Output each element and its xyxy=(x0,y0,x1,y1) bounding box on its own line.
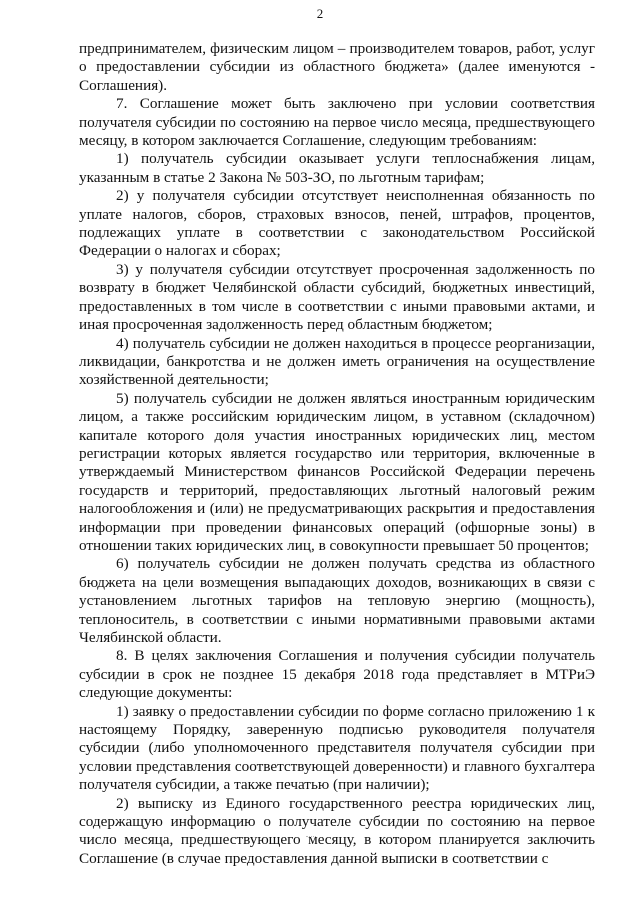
paragraph-requirement-4: 4) получатель субсидии не должен находиться в процессе реорганизации, ликвидации, банкротства и не должен иметь ограничения на осуществление хозяйственной деятельности; xyxy=(79,334,595,389)
paragraph-document-2: 2) выписку из Единого государственного реестра юридических лиц, содержащую информацию о получателе субсидии по состоянию на первое число месяца, предшествующего месяцу, в котором планируется заключить Соглашение (в случае предоставления данной выписки в соответствии с xyxy=(79,794,595,867)
page-number: 2 xyxy=(316,6,324,21)
paragraph-document-1: 1) заявку о предоставлении субсидии по форме согласно приложению 1 к настоящему Порядку, заверенную подписью руководителя получателя субсидии (либо уполномоченного представителя получателя субсидии при условии представления соответствующей доверенности) и главного бухгалтера получателя субсидии, а также печатью (при наличии); xyxy=(79,702,595,794)
scan-artifact xyxy=(306,836,316,841)
paragraph-clause-7: 7. Соглашение может быть заключено при условии соответствия получателя субсидии по состоянию на первое число месяца, предшествующего месяцу, в котором заключается Соглашение, следующим требованиям: xyxy=(79,95,595,150)
paragraph-continuation: предпринимателем, физическим лицом – производителем товаров, работ, услуг о предоставлении субсидии из областного бюджета» (далее именуются - Соглашения). xyxy=(79,40,595,94)
paragraph-clause-8: 8. В целях заключения Соглашения и получения субсидии получатель субсидии в срок не позднее 15 декабря 2018 года представляет в МТРиЭ следующие документы: xyxy=(79,647,595,702)
paragraph-requirement-6: 6) получатель субсидии не должен получать средства из областного бюджета на цели возмещения выпадающих доходов, возникающих в связи с установлением льготных тарифов на тепловую энергию (мощность), теплоноситель, в соответствии с иными нормативными правовыми актами Челябинской области. xyxy=(79,555,595,646)
paragraph-requirement-1: 1) получатель субсидии оказывает услуги теплоснабжения лицам, указанным в статье 2 Закона № 503-ЗО, по льготным тарифам; xyxy=(79,150,595,186)
paragraph-requirement-5: 5) получатель субсидии не должен являться иностранным юридическим лицом, а также российским юридическим лицом, в уставном (складочном) капитале которого доля участия иностранных юридических лиц, местом регистрации которых является государство или территория, включенные в утверждаемый Министерством финансов Российской Федерации перечень государств и территорий, предоставляющих льготный налоговый режим налогообложения и (или) не предусматривающих раскрытия и предоставления информации при проведении финансовых операций (офшорные зоны) в отношении таких юридических лиц, в совокупности превышает 50 процентов; xyxy=(79,389,595,554)
paragraph-requirement-2: 2) у получателя субсидии отсутствует неисполненная обязанность по уплате налогов, сборов, страховых взносов, пеней, штрафов, процентов, подлежащих уплате в соответствии с законодательством Российской Федерации о налогах и сборах; xyxy=(79,187,595,260)
document-body xyxy=(79,40,595,868)
paragraph-requirement-3: 3) у получателя субсидии отсутствует просроченная задолженность по возврату в бюджет Челябинской области субсидий, бюджетных инвестиций, предоставленных в том числе в соответствии с иными правовыми актами, и иная просроченная задолженность перед областным бюджетом; xyxy=(79,260,595,334)
